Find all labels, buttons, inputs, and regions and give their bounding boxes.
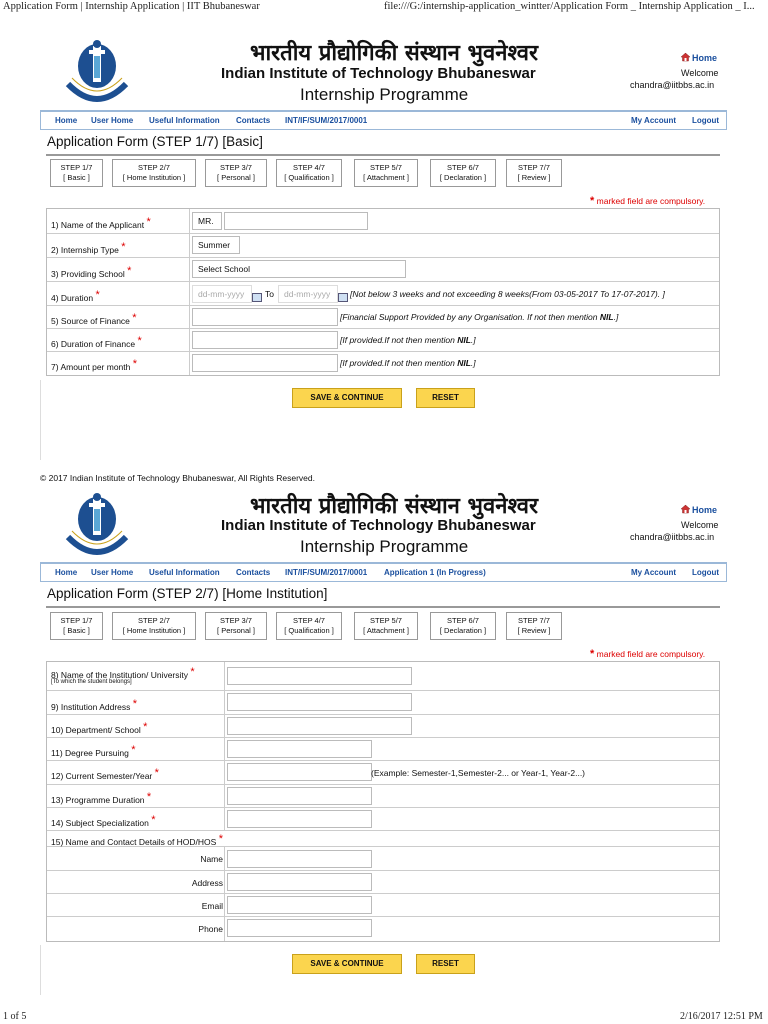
label-amount-per-month: 7) Amount per month * [51, 358, 138, 372]
nav-user-home[interactable]: User Home [91, 568, 134, 577]
home-institution-form-table [46, 661, 720, 942]
source-of-finance-input[interactable] [192, 308, 338, 326]
basic-form-table [46, 208, 720, 376]
step-tab-7[interactable]: STEP 7/7 [ Review ] [506, 159, 562, 187]
label-hod-address: Address [191, 878, 223, 888]
step-tab-5[interactable]: STEP 5/7 [ Attachment ] [354, 159, 418, 187]
duration-of-finance-input[interactable] [192, 331, 338, 349]
home-link[interactable]: Home [680, 52, 717, 63]
reset-button-step2[interactable]: RESET [416, 954, 475, 974]
hod-email-input[interactable] [227, 896, 372, 914]
print-page-number: 1 of 5 [3, 1011, 27, 1022]
label-degree-pursuing: 11) Degree Pursuing * [51, 744, 136, 758]
title-select[interactable]: MR. [192, 212, 222, 230]
programme-duration-input[interactable] [227, 787, 372, 805]
print-datetime: 2/16/2017 12:51 PM [680, 1011, 763, 1022]
finance-duration-note: [If provided.If not then mention NIL.] [340, 335, 476, 345]
user-email: chandra@iitbbs.ac.in [630, 80, 715, 90]
title-divider [46, 606, 720, 608]
nav-home[interactable]: Home [55, 568, 78, 577]
nav-application-id[interactable]: INT/IF/SUM/2017/0001 [285, 568, 368, 577]
home-link[interactable]: Home [680, 504, 717, 515]
home-icon [680, 52, 691, 62]
step-tab-4[interactable]: STEP 4/7 [ Qualification ] [276, 612, 342, 640]
duration-note: [Not below 3 weeks and not exceeding 8 weeks(From 03-05-2017 To 17-07-2017). ] [350, 289, 665, 299]
nav-useful-information[interactable]: Useful Information [149, 568, 220, 577]
amount-per-month-input[interactable] [192, 354, 338, 372]
nav-contacts[interactable]: Contacts [236, 568, 271, 577]
department-input[interactable] [227, 717, 412, 735]
step-tab-6[interactable]: STEP 6/7 [ Declaration ] [430, 612, 496, 640]
nav-my-account[interactable]: My Account [631, 116, 677, 125]
calendar-icon[interactable] [338, 288, 348, 306]
applicant-name-input[interactable] [224, 212, 368, 230]
institute-name-english: Indian Institute of Technology Bhubaneswar [221, 517, 536, 534]
label-internship-type: 2) Internship Type * [51, 241, 126, 255]
duration-from-input[interactable]: dd-mm-yyyy [192, 285, 252, 303]
label-hod-name: Name [200, 854, 223, 864]
label-subject-specialization: 14) Subject Specialization * [51, 814, 156, 828]
copyright-text: © 2017 Indian Institute of Technology Bhubaneswar, All Rights Reserved. [40, 473, 315, 483]
iit-emblem-icon [40, 36, 154, 106]
label-current-semester: 12) Current Semester/Year * [51, 767, 159, 781]
current-semester-input[interactable] [227, 763, 372, 781]
step-tab-4[interactable]: STEP 4/7 [ Qualification ] [276, 159, 342, 187]
step-tab-5[interactable]: STEP 5/7 [ Attachment ] [354, 612, 418, 640]
calendar-icon[interactable] [252, 288, 262, 306]
finance-note: [Financial Support Provided by any Organisation. If not then mention NIL.] [340, 312, 619, 322]
reset-button-step1[interactable]: RESET [416, 388, 475, 408]
internship-type-select[interactable]: Summer [192, 236, 240, 254]
nav-home[interactable]: Home [55, 116, 78, 125]
step-tab-2[interactable]: STEP 2/7 [ Home Institution ] [112, 612, 196, 640]
institution-name-input[interactable] [227, 667, 412, 685]
label-institution-address: 9) Institution Address * [51, 698, 138, 712]
label-hod-details: 15) Name and Contact Details of HOD/HOS * [51, 833, 223, 847]
institution-hint: [To which the student belongs] [51, 679, 132, 685]
institute-logo[interactable] [40, 489, 154, 559]
step-tab-2[interactable]: STEP 2/7 [ Home Institution ] [112, 159, 196, 187]
step-tab-1[interactable]: STEP 1/7 [ Basic ] [50, 159, 103, 187]
step-tab-3[interactable]: STEP 3/7 [ Personal ] [205, 159, 267, 187]
required-note: * marked field are compulsory. [590, 195, 706, 207]
nav-application-id[interactable]: INT/IF/SUM/2017/0001 [285, 116, 368, 125]
hod-address-input[interactable] [227, 873, 372, 891]
save-continue-button-step2[interactable]: SAVE & CONTINUE [292, 954, 402, 974]
duration-to-input[interactable]: dd-mm-yyyy [278, 285, 338, 303]
hod-phone-input[interactable] [227, 919, 372, 937]
title-divider [46, 154, 720, 156]
nav-bar [40, 562, 727, 582]
label-duration-of-finance: 6) Duration of Finance * [51, 335, 142, 349]
nav-logout[interactable]: Logout [692, 568, 720, 577]
subject-specialization-input[interactable] [227, 810, 372, 828]
institution-address-input[interactable] [227, 693, 412, 711]
nav-logout[interactable]: Logout [692, 116, 720, 125]
amount-note: [If provided.If not then mention NIL.] [340, 358, 476, 368]
step-tab-1[interactable]: STEP 1/7 [ Basic ] [50, 612, 103, 640]
save-continue-button-step1[interactable]: SAVE & CONTINUE [292, 388, 402, 408]
nav-my-account[interactable]: My Account [631, 568, 677, 577]
label-providing-school: 3) Providing School * [51, 265, 132, 279]
institute-name-english: Indian Institute of Technology Bhubaneswar [221, 65, 536, 82]
nav-user-home[interactable]: User Home [91, 116, 134, 125]
step-tab-7[interactable]: STEP 7/7 [ Review ] [506, 612, 562, 640]
label-hod-email: Email [201, 901, 223, 911]
programme-title: Internship Programme [300, 85, 469, 104]
institute-name-hindi: भारतीय प्रौद्योगिकी संस्थान भुवनेश्वर [250, 41, 539, 66]
welcome-text: Welcome [681, 520, 719, 530]
iit-emblem-icon [40, 489, 154, 559]
semester-example-note: (Example: Semester-1,Semester-2... or Year-1, Year-2...) [371, 768, 586, 778]
step-tab-6[interactable]: STEP 6/7 [ Declaration ] [430, 159, 496, 187]
print-header-title: Application Form | Internship Application | IIT Bhubaneswar [3, 1, 260, 12]
form-title-step1: Application Form (STEP 1/7) [Basic] [47, 134, 263, 149]
home-icon [680, 504, 691, 514]
print-header-url: file:///G:/internship-application_wintter/Application Form _ Internship Application _ I... [384, 1, 755, 12]
nav-contacts[interactable]: Contacts [236, 116, 271, 125]
programme-title: Internship Programme [300, 537, 469, 556]
label-source-of-finance: 5) Source of Finance * [51, 312, 137, 326]
label-programme-duration: 13) Programme Duration * [51, 791, 152, 805]
welcome-text: Welcome [681, 68, 719, 78]
degree-pursuing-input[interactable] [227, 740, 372, 758]
institute-logo[interactable] [40, 36, 154, 106]
label-duration: 4) Duration * [51, 289, 100, 303]
hod-name-input[interactable] [227, 850, 372, 868]
user-email: chandra@iitbbs.ac.in [630, 532, 715, 542]
duration-to-text: To [265, 289, 274, 299]
form-title-step2: Application Form (STEP 2/7) [Home Institution] [47, 586, 328, 601]
providing-school-select[interactable]: Select School [192, 260, 406, 278]
label-hod-phone: Phone [198, 924, 223, 934]
nav-bar [40, 110, 727, 130]
step-tab-3[interactable]: STEP 3/7 [ Personal ] [205, 612, 267, 640]
nav-useful-information[interactable]: Useful Information [149, 116, 220, 125]
label-institution-name: 8) Name of the Institution/ University * [51, 666, 195, 680]
label-department: 10) Department/ School * [51, 721, 148, 735]
institute-name-hindi: भारतीय प्रौद्योगिकी संस्थान भुवनेश्वर [250, 494, 539, 519]
nav-application-status[interactable]: Application 1 (In Progress) [384, 568, 486, 577]
label-applicant-name: 1) Name of the Applicant * [51, 216, 151, 230]
required-note: * marked field are compulsory. [590, 648, 706, 660]
